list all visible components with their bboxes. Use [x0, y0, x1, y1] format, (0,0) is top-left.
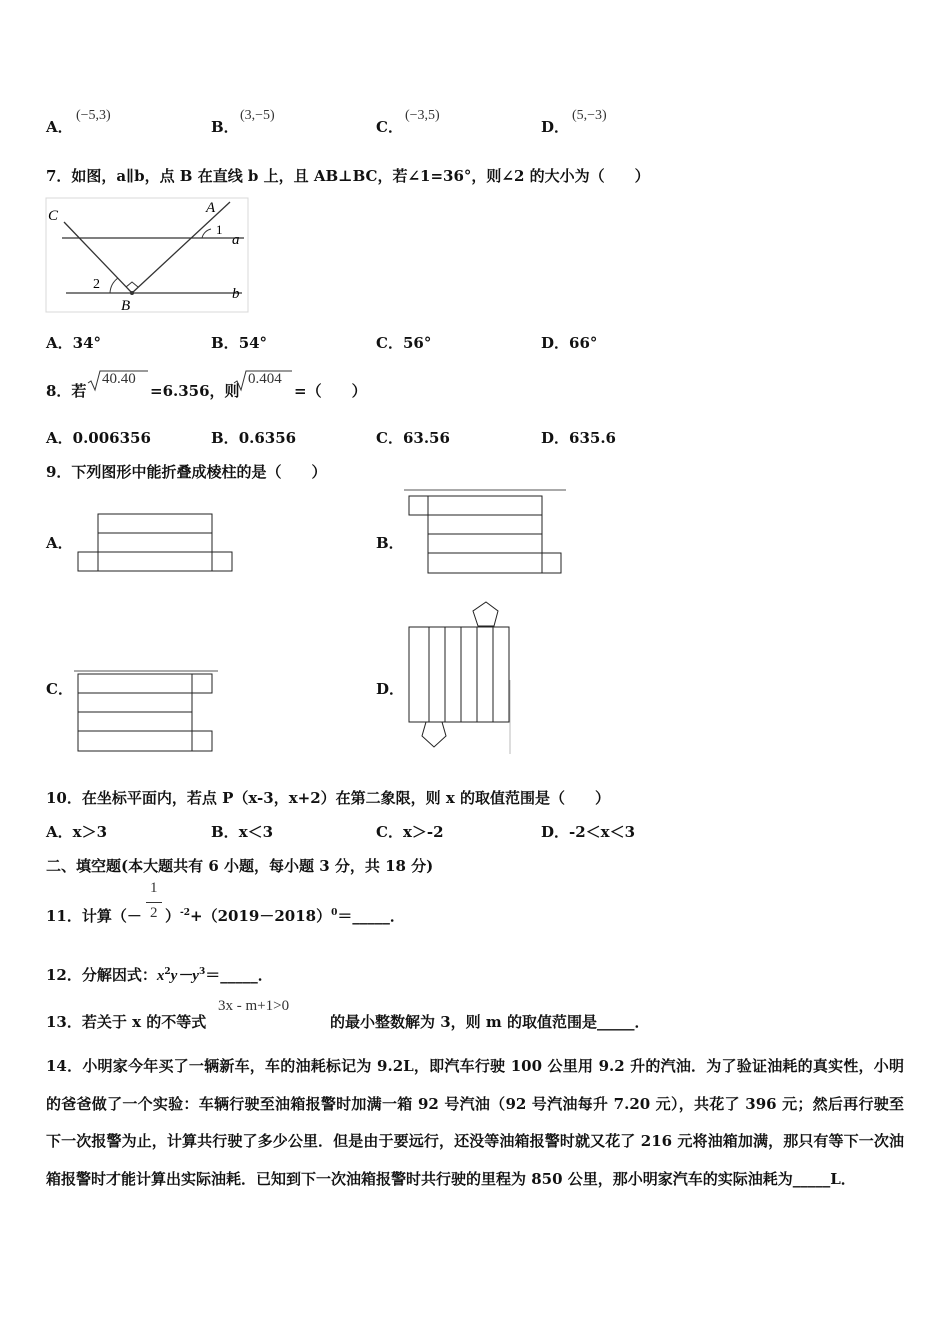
- label-angle-2: 2: [93, 277, 100, 292]
- q6-option-d: D．: [541, 118, 570, 136]
- section-heading-fill-blank: 二、填空题(本大题共有 6 小题，每小题 3 分，共 18 分): [46, 857, 434, 875]
- q9-net-a: [76, 512, 236, 574]
- q13-suffix: 的最小整数解为 3，则 m 的取值范围是_____．: [330, 1013, 650, 1031]
- q11-frac-bar: [146, 902, 162, 903]
- q6-option-a-value: (−5,3): [76, 108, 111, 123]
- q9-label-d: D．: [376, 680, 405, 698]
- q7-option-c: C．56°: [376, 334, 432, 352]
- q10-option-d: D．-2＜x＜3: [541, 823, 636, 841]
- q9-label-a: A．: [46, 534, 73, 552]
- q9-net-b: [404, 488, 570, 576]
- q8-suffix: =（ ）: [294, 382, 367, 400]
- q14-question-text: 14．小明家今年买了一辆新车，车的油耗标记为 9.2L，即汽车行驶 100 公里用 9.2 升的汽油．为了验证油耗的真实性，小明的爸爸做了一个实验：车辆行驶至油箱报警时加满一箱 92 号汽油（92 号汽油每升 7.20 元），共花了 396 元；然后再行驶至下一次报警为止，计算共行驶了多少公里．但是由于要远行，还没等油箱报警时就又花了 216 元将油箱加满，那只有等下一次油箱报警时才能计算出实际油耗．已知到下一次油箱报警时共行驶的里程为 850 公里，那小明家汽车的实际油耗为_____L．: [46, 1057, 904, 1188]
- label-b-point: B: [121, 298, 131, 314]
- q7-parallel-lines-figure: [44, 196, 250, 314]
- q10-question-text: 10．在坐标平面内，若点 P（x-3，x+2）在第二象限，则 x 的取值范围是（ ）: [46, 789, 611, 807]
- q7-option-b: B．54°: [211, 334, 268, 352]
- q6-option-a: A．: [46, 118, 73, 136]
- q8-option-b: B．0.6356: [211, 429, 297, 447]
- q11-prefix: 11．计算（－: [46, 907, 142, 925]
- label-line-a: a: [232, 232, 240, 248]
- q8-prefix: 8．若: [46, 382, 87, 400]
- q8-option-a: A．0.006356: [46, 429, 151, 447]
- q6-option-d-value: (5,−3): [572, 108, 607, 123]
- q8-radicand-2: 0.404: [248, 371, 282, 387]
- q8-option-d: D．635.6: [541, 429, 616, 447]
- q7-option-a: A．34°: [46, 334, 102, 352]
- q11-frac-numerator: 1: [150, 880, 158, 896]
- q9-label-b: B．: [376, 534, 404, 552]
- q11-frac-denominator: 2: [150, 905, 158, 921]
- q6-option-b: B．: [211, 118, 239, 136]
- q8-mid-text: =6.356，则: [150, 382, 240, 400]
- q13-inequality: 3x - m+1>0: [218, 998, 290, 1014]
- label-c: C: [48, 208, 59, 224]
- q9-net-c: [74, 670, 220, 754]
- q13-prefix: 13．若关于 x 的不等式: [46, 1013, 207, 1031]
- label-angle-1: 1: [216, 222, 223, 237]
- label-a-point: A: [206, 200, 216, 216]
- label-line-b: b: [232, 286, 240, 302]
- q8-option-c: C．63.56: [376, 429, 450, 447]
- q10-option-b: B．x＜3: [211, 823, 274, 841]
- q7-option-d: D．66°: [541, 334, 598, 352]
- q10-option-a: A．x＞3: [46, 823, 108, 841]
- q7-question-text: 7．如图，a∥b，点 B 在直线 b 上，且 AB⊥BC，若∠1=36°，则∠2 的大小为（ ）: [46, 167, 650, 185]
- q9-net-d: [404, 600, 516, 756]
- q8-radicand-1: 40.40: [102, 371, 136, 387]
- q9-question-text: 9．下列图形中能折叠成棱柱的是（ ）: [46, 463, 327, 481]
- q10-option-c: C．x＞-2: [376, 823, 444, 841]
- q12-question: 12．分解因式：$x^2y-y^3=\_\_\_\_\_$．: [46, 966, 273, 984]
- q11-rest: ）$^{-2}+(2019-2018)^0=\_\_\_\_\_$．: [165, 907, 405, 925]
- q9-label-c: C．: [46, 680, 73, 698]
- q6-option-c-value: (−3,5): [405, 108, 440, 123]
- q6-option-c: C．: [376, 118, 403, 136]
- q6-option-b-value: (3,−5): [240, 108, 275, 123]
